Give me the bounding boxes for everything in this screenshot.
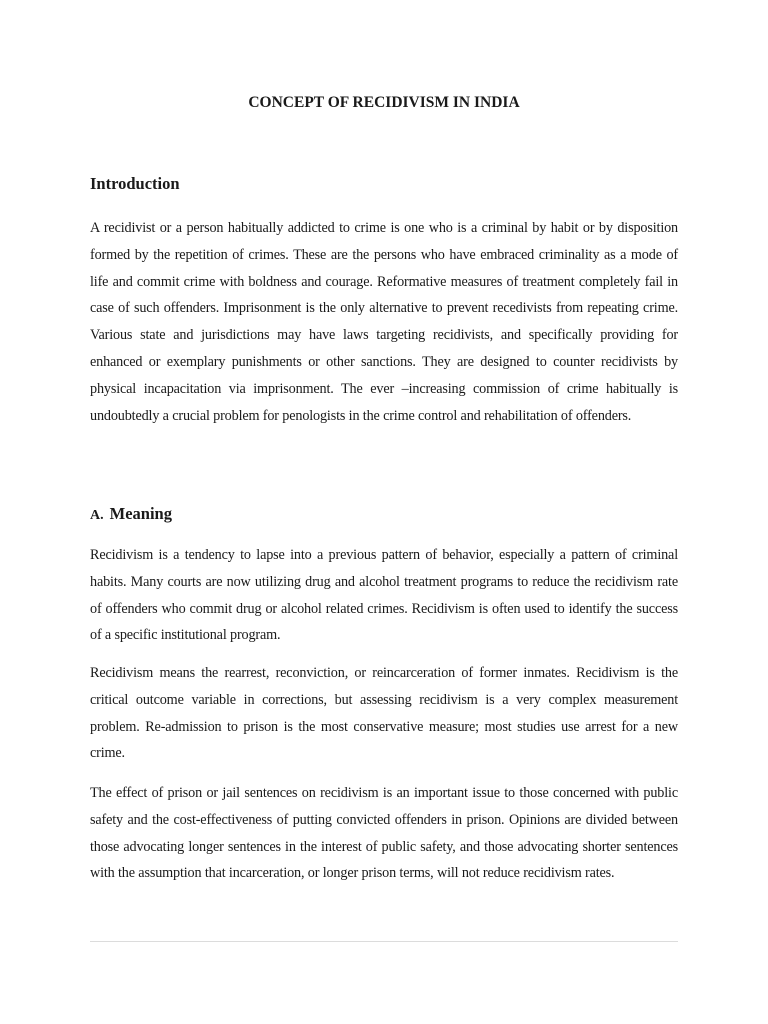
meaning-paragraph-2: Recidivism means the rearrest, reconviction, or reincarceration of former inmates. Recidivism is the critical outcome variable in corrections, but assessing recidivism is a very complex measurement problem. Re-admission to prison is the most conservative measure; most studies use arrest for a new crime. <box>90 665 678 762</box>
page-divider <box>90 941 678 942</box>
meaning-paragraph-3: The effect of prison or jail sentences on recidivism is an important issue to those concerned with public safety and the cost-effectiveness of putting convicted offenders in prison. Opinions are divided between those advocating longer sentences in the interest of public safety, and those advocating shorter sentences with the assumption that incarceration, or longer prison terms, will not reduce recidivism rates. <box>90 785 678 882</box>
section-letter: A. <box>90 508 104 523</box>
meaning-heading-text: Meaning <box>109 504 172 523</box>
introduction-paragraph: A recidivist or a person habitually addicted to crime is one who is a criminal by habit or by disposition formed by the repetition of crimes. These are the persons who have embraced criminality as a mode of life and commit crime with boldness and courage. Reformative measures of treatment completely fail in case of such offenders. Imprisonment is the only alternative to prevent recedivists from repeating crime. Various state and jurisdictions may have laws targeting recidivists, and specifically providing for enhanced or exemplary punishments or other sanctions. They are designed to counter recidivists by physical incapacitation via imprisonment. The ever –increasing commission of crime habitually is undoubtedly a crucial problem for penologists in the crime control and rehabilitation of offenders. <box>90 220 678 424</box>
introduction-heading: Introduction <box>90 174 180 193</box>
document-title: CONCEPT OF RECIDIVISM IN INDIA <box>248 94 520 111</box>
meaning-paragraph-1: Recidivism is a tendency to lapse into a previous pattern of behavior, especially a pattern of criminal habits. Many courts are now utilizing drug and alcohol treatment programs to reduce the recidivism rate of offenders who commit drug or alcohol related crimes. Recidivism is often used to identify the success of a specific institutional program. <box>90 547 678 644</box>
meaning-heading <box>90 504 172 524</box>
